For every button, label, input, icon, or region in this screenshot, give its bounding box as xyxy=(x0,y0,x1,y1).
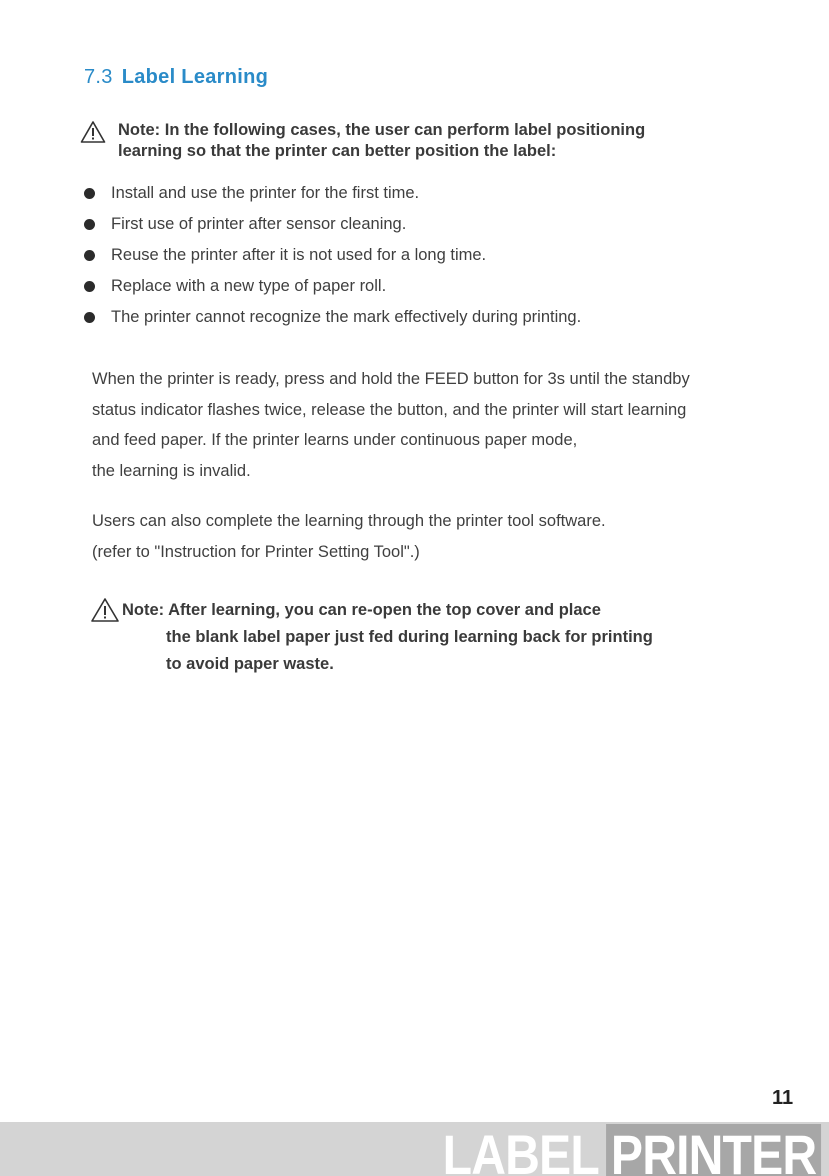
footer-band xyxy=(0,1122,829,1176)
brand-word-printer: PRINTER xyxy=(605,1124,821,1176)
paragraph-line: Users can also complete the learning through the printer tool software. xyxy=(92,512,606,530)
note-line: the blank label paper just fed during learning back for printing xyxy=(166,628,653,646)
paragraph-line: (refer to "Instruction for Printer Setting Tool".) xyxy=(92,543,420,561)
paragraph-line: When the printer is ready, press and hold the FEED button for 3s until the standby xyxy=(92,370,690,388)
page-number: 11 xyxy=(772,1087,794,1109)
list-item: Replace with a new type of paper roll. xyxy=(82,273,581,304)
note-prefix: Note xyxy=(118,121,155,139)
paragraph-line: the learning is invalid. xyxy=(92,461,251,480)
section-heading: Label Learning xyxy=(121,66,269,88)
paragraph-line: and feed paper. If the printer learns under continuous paper mode, xyxy=(92,431,578,449)
list-item: First use of printer after sensor cleaning. xyxy=(82,211,581,242)
paragraph-line: status indicator flashes twice, release the button, and the printer will start learning xyxy=(92,400,687,419)
list-item: Reuse the printer after it is not used for a long time. xyxy=(82,242,581,273)
note-line: : In the following cases, the user can perform label positioning xyxy=(154,121,646,139)
note-line: learning so that the printer can better position the label: xyxy=(118,142,557,160)
learning-instructions xyxy=(92,364,782,486)
brand-logo xyxy=(442,1124,821,1176)
list-item: The printer cannot recognize the mark effectively during printing. xyxy=(82,304,581,335)
list-item: Install and use the printer for the first time. xyxy=(82,180,581,211)
cases-list xyxy=(82,180,581,335)
warning-icon xyxy=(80,120,106,149)
section-title xyxy=(84,66,268,89)
section-number: 7.3 xyxy=(84,66,113,88)
note-paper-waste xyxy=(90,597,790,678)
tool-software-note xyxy=(92,506,782,568)
note-positioning xyxy=(80,120,780,162)
note-line: Note: After learning, you can re-open the top cover and place xyxy=(122,601,601,619)
warning-icon xyxy=(90,597,120,628)
note-line: to avoid paper waste. xyxy=(166,655,334,673)
brand-word-label: LABEL xyxy=(442,1123,599,1176)
